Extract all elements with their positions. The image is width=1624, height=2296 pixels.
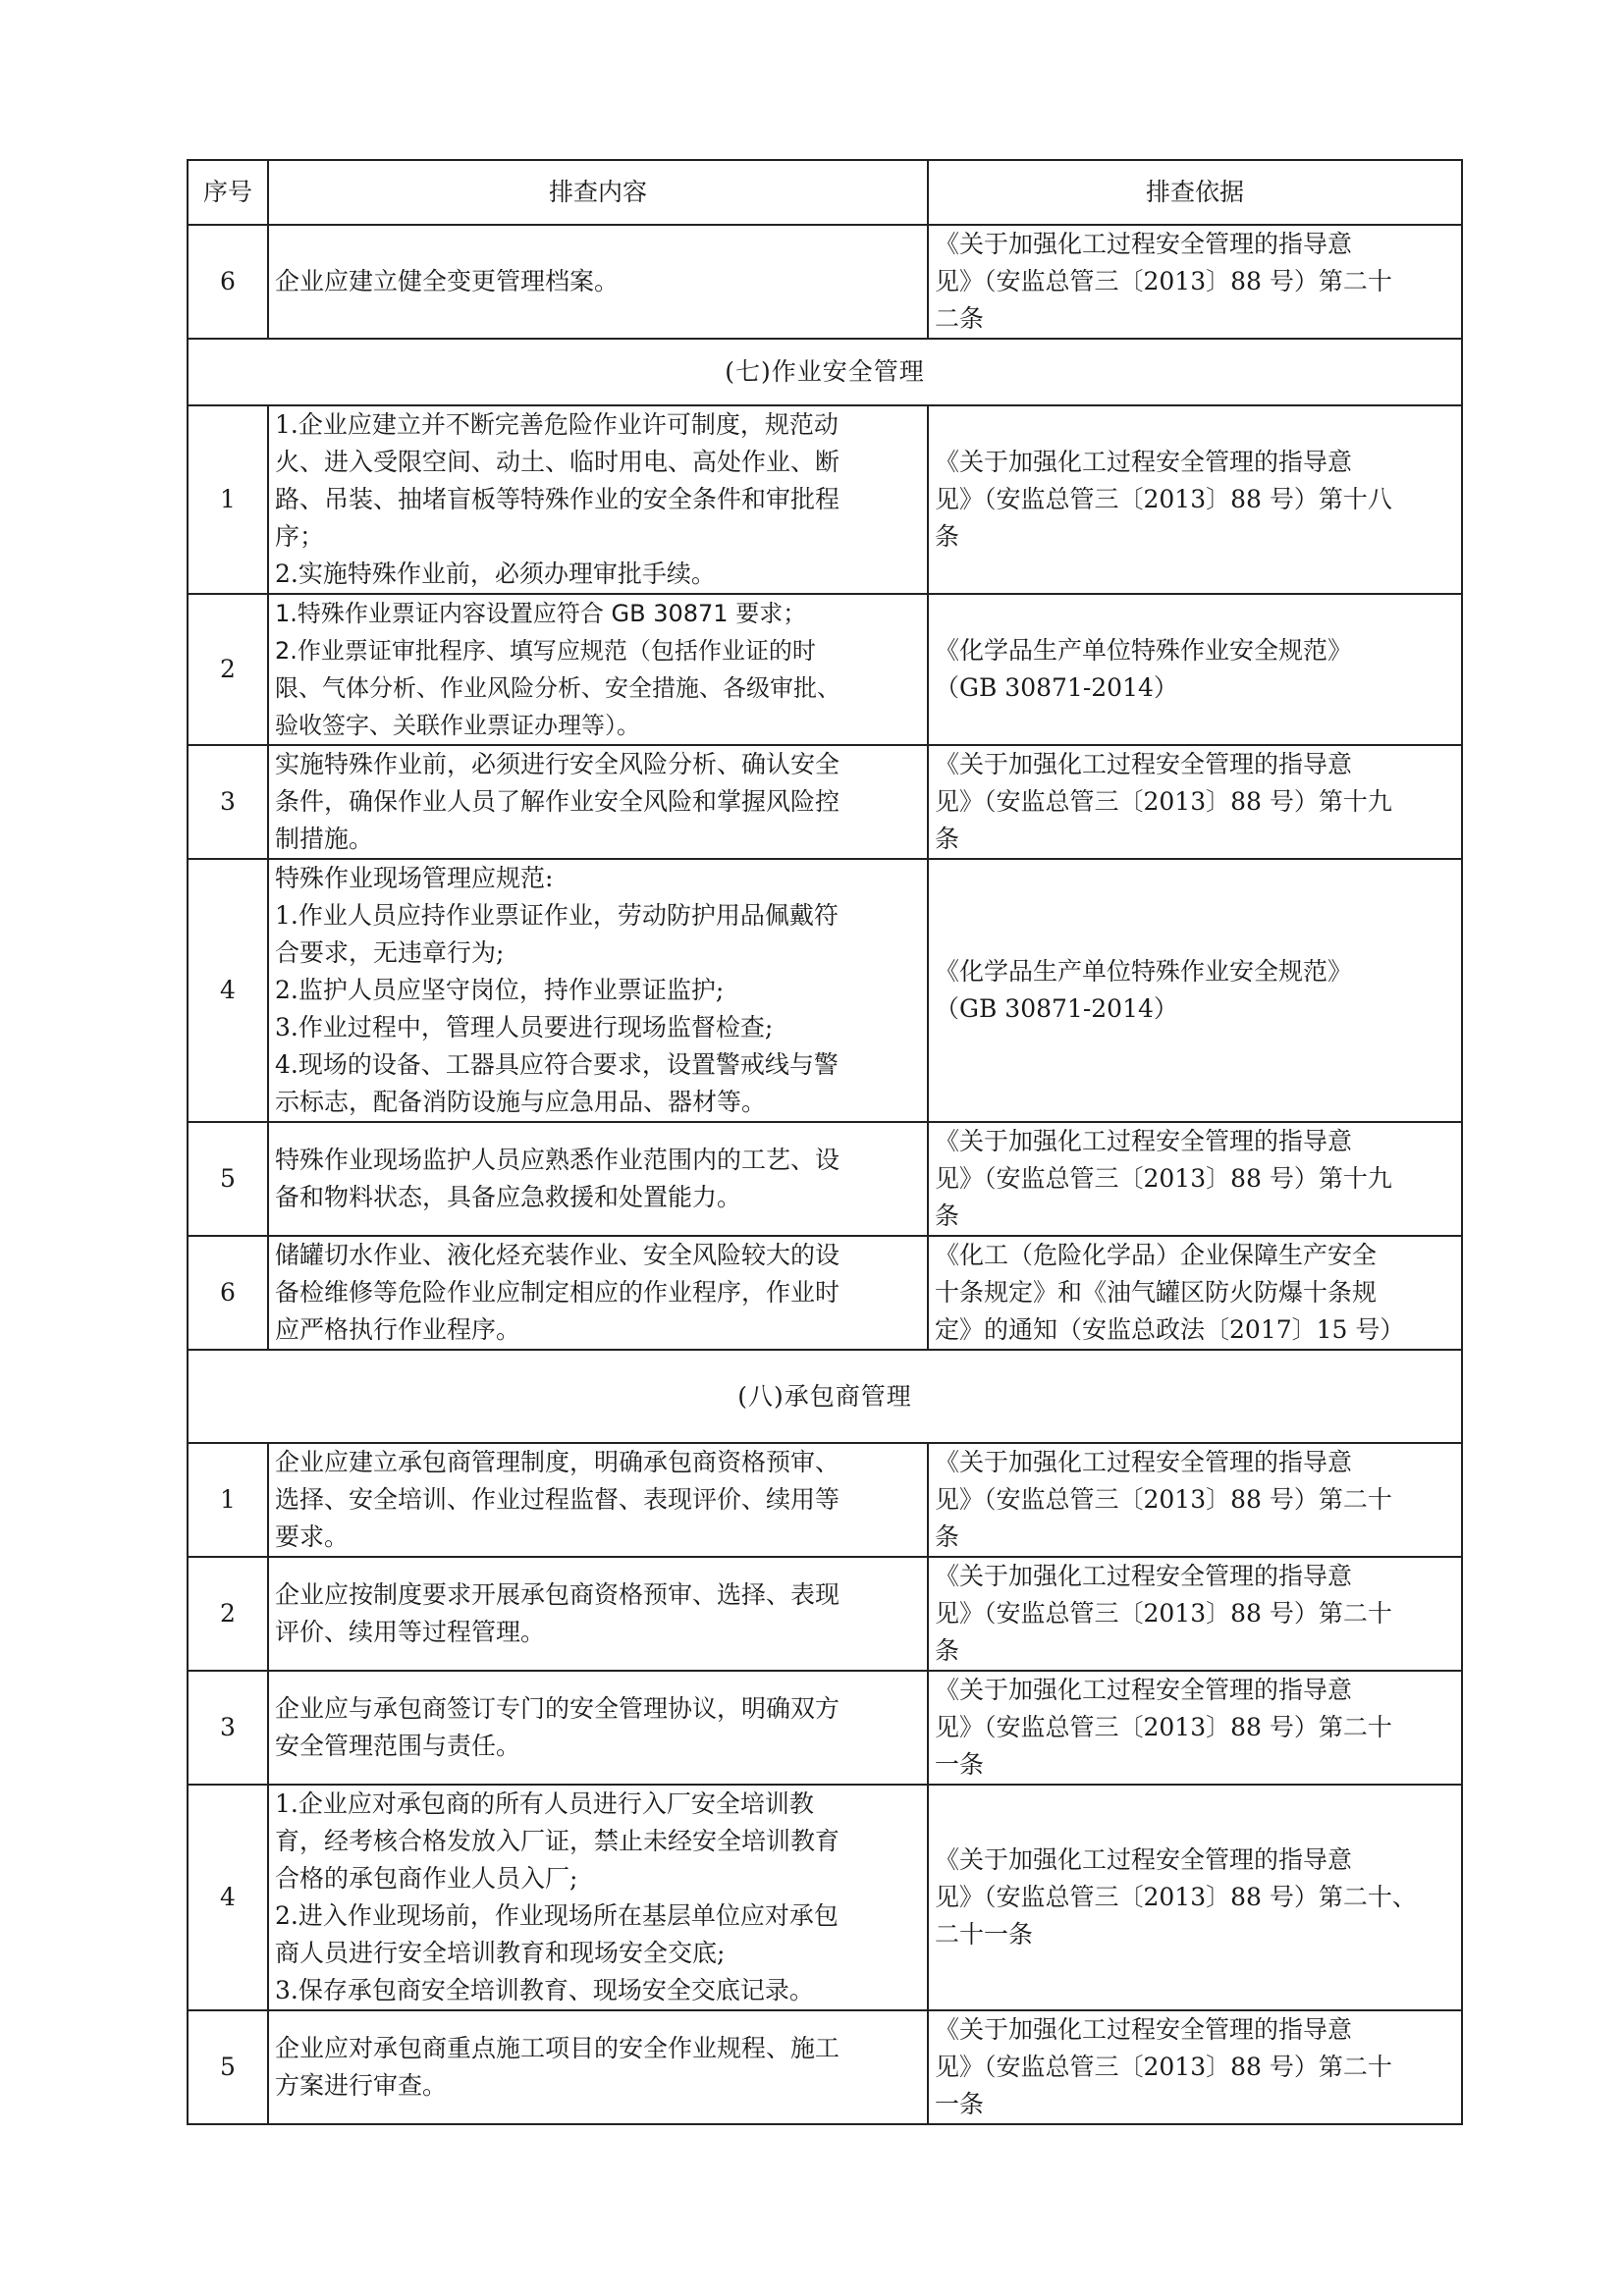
row-content [268, 405, 928, 594]
basis-line: 见》（安监总管三〔2013〕88 号）第二十 [935, 1713, 1392, 1741]
row-content [268, 1122, 928, 1236]
table-row [188, 1785, 1462, 2010]
content-line: 要求。 [275, 1522, 350, 1551]
row-content [268, 2010, 928, 2124]
row-basis [928, 405, 1462, 594]
row-index: 4 [188, 859, 268, 1122]
table-row [188, 1236, 1462, 1350]
row-content [268, 1443, 928, 1557]
basis-line: 条 [935, 522, 960, 551]
table-row [188, 745, 1462, 859]
content-line: 2.监护人员应坚守岗位，持作业票证监护; [275, 976, 725, 1004]
content-line: 1.企业应对承包商的所有人员进行入厂安全培训教 [275, 1789, 814, 1818]
row-index: 6 [188, 225, 268, 339]
row-basis [928, 1785, 1462, 2010]
row-basis [928, 859, 1462, 1122]
basis-line: 一条 [935, 2090, 985, 2118]
table-row [188, 1557, 1462, 1671]
row-content [268, 1785, 928, 2010]
content-line: 1.特殊作业票证内容设置应符合 GB 30871 要求； [275, 600, 807, 627]
content-line: 限、气体分析、作业风险分析、安全措施、各级审批、 [275, 674, 840, 702]
basis-line: 见》（安监总管三〔2013〕88 号）第二十 [935, 2053, 1392, 2081]
content-line: 验收签字、关联作业票证办理等）。 [275, 712, 640, 739]
basis-line: 《关于加强化工过程安全管理的指导意 [935, 1676, 1353, 1704]
row-basis [928, 1122, 1462, 1236]
row-index: 5 [188, 1122, 268, 1236]
content-line: 3.保存承包商安全培训教育、现场安全交底记录。 [275, 1976, 814, 2004]
basis-line: 《关于加强化工过程安全管理的指导意 [935, 448, 1353, 476]
row-index: 5 [188, 2010, 268, 2124]
section-row [188, 1350, 1462, 1443]
basis-line: 《关于加强化工过程安全管理的指导意 [935, 750, 1353, 778]
table-row [188, 594, 1462, 745]
basis-line: 十条规定》和《油气罐区防火防爆十条规 [935, 1278, 1378, 1307]
header-index: 序号 [188, 160, 268, 225]
basis-line: 条 [935, 825, 960, 853]
table-row [188, 1443, 1462, 1557]
basis-line: 《关于加强化工过程安全管理的指导意 [935, 230, 1353, 258]
basis-line: 二条 [935, 304, 985, 333]
basis-line: 见》（安监总管三〔2013〕88 号）第二十 [935, 1485, 1392, 1514]
content-line: 备和物料状态，具备应急救援和处置能力。 [275, 1183, 742, 1211]
table-row [188, 1122, 1462, 1236]
header-basis: 排查依据 [928, 160, 1462, 225]
basis-line: 见》（安监总管三〔2013〕88 号）第十八 [935, 485, 1392, 513]
content-line: 储罐切水作业、液化烃充装作业、安全风险较大的设 [275, 1241, 840, 1269]
content-line: 2.实施特殊作业前，必须办理审批手续。 [275, 560, 716, 588]
content-line: 育，经考核合格发放入厂证，禁止未经安全培训教育 [275, 1827, 840, 1855]
content-line: 商人员进行安全培训教育和现场安全交底; [275, 1939, 726, 1967]
basis-line: 《关于加强化工过程安全管理的指导意 [935, 2015, 1353, 2044]
basis-line: 见》（安监总管三〔2013〕88 号）第二十、 [935, 1883, 1417, 1911]
content-line: 1.企业应建立并不断完善危险作业许可制度，规范动 [275, 410, 839, 439]
content-line: 企业应建立承包商管理制度，明确承包商资格预审、 [275, 1448, 840, 1476]
row-index: 3 [188, 1671, 268, 1785]
content-line: 安全管理范围与责任。 [275, 1732, 521, 1760]
content-line: 2.进入作业现场前，作业现场所在基层单位应对承包 [275, 1901, 839, 1930]
row-index: 1 [188, 1443, 268, 1557]
content-line: 特殊作业现场管理应规范: [275, 864, 554, 892]
content-line: 2.作业票证审批程序、填写应规范（包括作业证的时 [275, 637, 816, 665]
content-line: 方案进行审查。 [275, 2071, 448, 2100]
basis-line: 条 [935, 1201, 960, 1230]
content-line: 制措施。 [275, 825, 374, 853]
content-line: 特殊作业现场监护人员应熟悉作业范围内的工艺、设 [275, 1146, 840, 1174]
row-basis [928, 1443, 1462, 1557]
row-content [268, 859, 928, 1122]
basis-line: （GB 30871-2014） [935, 673, 1178, 702]
row-index: 4 [188, 1785, 268, 2010]
row-content [268, 1671, 928, 1785]
basis-line: 二十一条 [935, 1920, 1034, 1949]
basis-line: 《化学品生产单位特殊作业安全规范》 [935, 636, 1353, 665]
row-basis [928, 1236, 1462, 1350]
table-row [188, 405, 1462, 594]
content-line: 火、进入受限空间、动土、临时用电、高处作业、断 [275, 448, 840, 476]
content-line: 实施特殊作业前，必须进行安全风险分析、确认安全 [275, 750, 840, 778]
content-line: 企业应建立健全变更管理档案。 [275, 267, 620, 295]
content-line: 备检维修等危险作业应制定相应的作业程序，作业时 [275, 1278, 840, 1307]
row-basis [928, 594, 1462, 745]
inspection-table [187, 159, 1463, 2125]
basis-line: 《关于加强化工过程安全管理的指导意 [935, 1845, 1353, 1874]
checklist-sheet [187, 159, 1461, 2125]
content-line: 应严格执行作业程序。 [275, 1315, 521, 1344]
content-line: 评价、续用等过程管理。 [275, 1618, 546, 1646]
basis-line: 见》（安监总管三〔2013〕88 号）第二十 [935, 1599, 1392, 1628]
content-line: 企业应对承包商重点施工项目的安全作业规程、施工 [275, 2034, 840, 2062]
row-basis [928, 2010, 1462, 2124]
content-line: 示标志，配备消防设施与应急用品、器材等。 [275, 1088, 767, 1116]
basis-line: 《化学品生产单位特殊作业安全规范》 [935, 957, 1353, 986]
section-title: (七)作业安全管理 [188, 339, 1462, 405]
row-content [268, 1236, 928, 1350]
basis-line: 《关于加强化工过程安全管理的指导意 [935, 1127, 1353, 1155]
content-line: 企业应与承包商签订专门的安全管理协议，明确双方 [275, 1694, 840, 1723]
content-line: 企业应按制度要求开展承包商资格预审、选择、表现 [275, 1580, 840, 1609]
row-content [268, 745, 928, 859]
content-line: 4.现场的设备、工器具应符合要求，设置警戒线与警 [275, 1050, 839, 1079]
basis-line: 《化工（危险化学品）企业保障生产安全 [935, 1241, 1378, 1269]
table-header-row [188, 160, 1462, 225]
row-content [268, 225, 928, 339]
basis-line: 见》（安监总管三〔2013〕88 号）第十九 [935, 787, 1392, 816]
content-line: 序； [275, 522, 325, 551]
table-row [188, 859, 1462, 1122]
row-basis [928, 225, 1462, 339]
basis-line: 见》（安监总管三〔2013〕88 号）第十九 [935, 1164, 1392, 1193]
table-row [188, 2010, 1462, 2124]
row-basis [928, 1671, 1462, 1785]
header-content: 排查内容 [268, 160, 928, 225]
basis-line: 一条 [935, 1750, 985, 1779]
row-content [268, 594, 928, 745]
basis-line: 《关于加强化工过程安全管理的指导意 [935, 1562, 1353, 1590]
table-row [188, 1671, 1462, 1785]
basis-line: 条 [935, 1636, 960, 1665]
basis-line: 条 [935, 1522, 960, 1551]
basis-line: 《关于加强化工过程安全管理的指导意 [935, 1448, 1353, 1476]
content-line: 1.作业人员应持作业票证作业，劳动防护用品佩戴符 [275, 901, 839, 930]
content-line: 合要求，无违章行为; [275, 938, 505, 967]
section-title: (八)承包商管理 [188, 1350, 1462, 1443]
table-body [188, 225, 1462, 2124]
row-index: 2 [188, 594, 268, 745]
content-line: 条件，确保作业人员了解作业安全风险和掌握风险控 [275, 787, 840, 816]
row-index: 6 [188, 1236, 268, 1350]
content-line: 3.作业过程中，管理人员要进行现场监督检查; [275, 1013, 774, 1041]
row-basis [928, 745, 1462, 859]
basis-line: 见》（安监总管三〔2013〕88 号）第二十 [935, 267, 1392, 295]
content-line: 选择、安全培训、作业过程监督、表现评价、续用等 [275, 1485, 840, 1514]
row-content [268, 1557, 928, 1671]
row-index: 2 [188, 1557, 268, 1671]
row-basis [928, 1557, 1462, 1671]
table-row [188, 225, 1462, 339]
section-row [188, 339, 1462, 405]
content-line: 路、吊装、抽堵盲板等特殊作业的安全条件和审批程 [275, 485, 840, 513]
row-index: 3 [188, 745, 268, 859]
basis-line: （GB 30871-2014） [935, 994, 1178, 1023]
content-line: 合格的承包商作业人员入厂; [275, 1864, 578, 1893]
basis-line: 定》的通知（安监总政法〔2017〕15 号） [935, 1315, 1405, 1344]
row-index: 1 [188, 405, 268, 594]
